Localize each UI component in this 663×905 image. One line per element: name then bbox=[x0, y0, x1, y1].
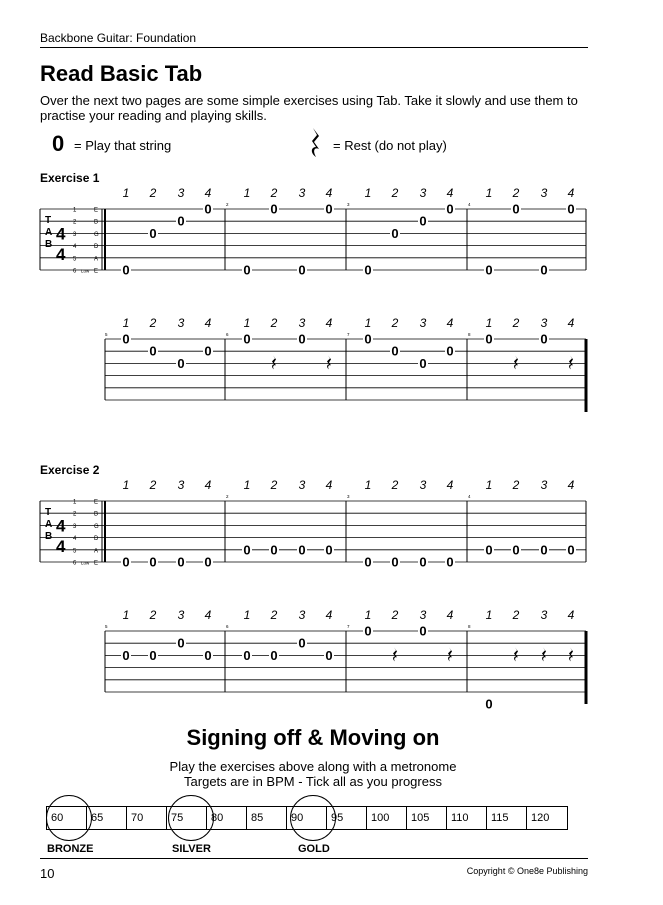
fret-number: 0 bbox=[270, 542, 278, 558]
bpm-target-cell[interactable]: 70 bbox=[127, 807, 167, 829]
legend-zero-symbol: 0 bbox=[52, 131, 65, 156]
beat-number: 2 bbox=[512, 186, 520, 200]
beat-number: 2 bbox=[149, 608, 157, 622]
fret-number: 0 bbox=[446, 554, 454, 570]
fret-number: 0 bbox=[512, 542, 520, 558]
beat-number: 1 bbox=[243, 478, 251, 492]
fret-number: 0 bbox=[122, 331, 130, 347]
string-name: D bbox=[94, 536, 99, 543]
bar-number: 6 bbox=[226, 332, 229, 337]
tab-clef-letter: T bbox=[45, 215, 52, 227]
rest-symbol-icon bbox=[542, 647, 546, 661]
bpm-target-cell[interactable]: 120 bbox=[531, 812, 550, 824]
beat-number: 3 bbox=[419, 186, 427, 200]
fret-number: 0 bbox=[485, 331, 493, 347]
low-string-label: Low bbox=[81, 560, 90, 566]
bar-number: 2 bbox=[226, 494, 229, 499]
beat-number: 1 bbox=[485, 186, 493, 200]
low-string-label: Low bbox=[81, 268, 90, 274]
fret-number: 0 bbox=[122, 554, 130, 570]
fret-number: 0 bbox=[298, 331, 306, 347]
string-number: 3 bbox=[73, 231, 77, 238]
rest-symbol-icon bbox=[327, 355, 331, 369]
signoff-line-2: Targets are in BPM - Tick all as you progress bbox=[184, 774, 442, 789]
beat-number: 3 bbox=[540, 186, 548, 200]
fret-number: 0 bbox=[485, 542, 493, 558]
gold-target-circle bbox=[290, 795, 336, 841]
beat-number: 2 bbox=[149, 186, 157, 200]
fret-number: 0 bbox=[325, 201, 333, 217]
beat-number: 1 bbox=[122, 608, 130, 622]
beat-number: 2 bbox=[270, 186, 278, 200]
tab-clef-letter: A bbox=[45, 227, 53, 239]
fret-number: 0 bbox=[243, 331, 251, 347]
beat-number: 2 bbox=[270, 608, 278, 622]
beat-number: 2 bbox=[391, 316, 399, 330]
beat-number: 1 bbox=[364, 608, 372, 622]
fret-number: 0 bbox=[419, 554, 427, 570]
beat-number: 4 bbox=[446, 316, 454, 330]
beat-number: 3 bbox=[419, 478, 427, 492]
beat-number: 2 bbox=[149, 316, 157, 330]
time-signature-top: 4 bbox=[56, 224, 66, 244]
beat-number: 2 bbox=[391, 608, 399, 622]
bar-number: 7 bbox=[347, 332, 350, 337]
beat-number: 4 bbox=[204, 186, 212, 200]
bar-number: 5 bbox=[105, 332, 108, 337]
fret-number: 0 bbox=[567, 201, 575, 217]
beat-number: 4 bbox=[325, 186, 333, 200]
beat-number: 3 bbox=[419, 316, 427, 330]
beat-number: 3 bbox=[298, 316, 306, 330]
beat-number: 4 bbox=[204, 478, 212, 492]
string-name: A bbox=[94, 256, 99, 263]
quarter-rest-icon bbox=[308, 127, 324, 163]
bronze-target-circle bbox=[46, 795, 92, 841]
bar-number: 3 bbox=[347, 202, 350, 207]
fret-number: 0 bbox=[122, 647, 130, 663]
bpm-target-cell[interactable]: 100 bbox=[367, 807, 407, 829]
string-number: 4 bbox=[73, 536, 77, 543]
beat-number: 1 bbox=[364, 478, 372, 492]
string-number: 3 bbox=[73, 523, 77, 530]
silver-target-circle bbox=[168, 795, 214, 841]
ex2-line1-tab-staff bbox=[35, 477, 595, 572]
fret-number: 0 bbox=[149, 225, 157, 241]
beat-number: 4 bbox=[446, 608, 454, 622]
fret-number: 0 bbox=[364, 623, 372, 639]
beat-number: 1 bbox=[364, 316, 372, 330]
beat-number: 3 bbox=[298, 478, 306, 492]
bar-number: 3 bbox=[347, 494, 350, 499]
beat-number: 4 bbox=[446, 186, 454, 200]
string-number: 6 bbox=[73, 560, 77, 567]
time-signature-bottom: 4 bbox=[56, 536, 66, 556]
beat-number: 4 bbox=[567, 608, 575, 622]
string-number: 5 bbox=[73, 548, 77, 555]
fret-number: 0 bbox=[270, 201, 278, 217]
string-number: 1 bbox=[73, 499, 77, 506]
string-name: A bbox=[94, 548, 99, 555]
fret-number: 0 bbox=[485, 696, 493, 712]
bpm-target-cell[interactable]: 75 bbox=[167, 807, 207, 829]
fret-number: 0 bbox=[540, 262, 548, 278]
bronze-label: BRONZE bbox=[47, 843, 94, 855]
bpm-target-cell[interactable]: 105 bbox=[407, 807, 447, 829]
beat-number: 1 bbox=[243, 608, 251, 622]
fret-number: 0 bbox=[446, 343, 454, 359]
beat-number: 3 bbox=[298, 608, 306, 622]
beat-number: 4 bbox=[325, 316, 333, 330]
fret-number: 0 bbox=[243, 262, 251, 278]
beat-number: 1 bbox=[122, 478, 130, 492]
beat-number: 4 bbox=[325, 608, 333, 622]
fret-number: 0 bbox=[419, 355, 427, 371]
bar-number: 6 bbox=[226, 624, 229, 629]
string-number: 2 bbox=[73, 511, 77, 518]
rest-symbol-icon bbox=[272, 355, 276, 369]
beat-number: 2 bbox=[270, 478, 278, 492]
bpm-target-cell[interactable]: 115 bbox=[487, 807, 527, 829]
fret-number: 0 bbox=[177, 355, 185, 371]
fret-number: 0 bbox=[540, 331, 548, 347]
ex1-line1-tab-staff bbox=[35, 185, 595, 280]
string-number: 2 bbox=[73, 219, 77, 226]
gold-label: GOLD bbox=[298, 843, 330, 855]
fret-number: 0 bbox=[122, 262, 130, 278]
section-intro: Over the next two pages are some simple exercises using Tab. Take it slowly and use them to practise your reading and playing skills. bbox=[40, 93, 578, 123]
beat-number: 2 bbox=[391, 478, 399, 492]
fret-number: 0 bbox=[243, 542, 251, 558]
beat-number: 2 bbox=[270, 316, 278, 330]
fret-number: 0 bbox=[364, 331, 372, 347]
beat-number: 2 bbox=[391, 186, 399, 200]
beat-number: 1 bbox=[364, 186, 372, 200]
bpm-target-cell[interactable]: 95 bbox=[327, 807, 367, 829]
beat-number: 3 bbox=[540, 478, 548, 492]
tab-clef-letter: T bbox=[45, 507, 52, 519]
string-name: E bbox=[94, 560, 99, 567]
fret-number: 0 bbox=[149, 647, 157, 663]
signoff-title: Signing off & Moving on bbox=[186, 725, 440, 750]
fret-number: 0 bbox=[512, 201, 520, 217]
copyright: Copyright © One8e Publishing bbox=[466, 866, 588, 876]
beat-number: 3 bbox=[177, 186, 185, 200]
fret-number: 0 bbox=[204, 554, 212, 570]
fret-number: 0 bbox=[243, 647, 251, 663]
beat-number: 2 bbox=[512, 608, 520, 622]
beat-number: 3 bbox=[540, 608, 548, 622]
beat-number: 1 bbox=[243, 186, 251, 200]
string-name: G bbox=[94, 231, 99, 238]
beat-number: 4 bbox=[204, 316, 212, 330]
beat-number: 1 bbox=[485, 608, 493, 622]
bpm-target-cell[interactable]: 110 bbox=[447, 807, 487, 829]
beat-number: 4 bbox=[204, 608, 212, 622]
string-name: E bbox=[94, 268, 99, 275]
fret-number: 0 bbox=[298, 262, 306, 278]
beat-number: 4 bbox=[325, 478, 333, 492]
beat-number: 4 bbox=[446, 478, 454, 492]
tab-clef-letter: B bbox=[45, 531, 53, 543]
page-number: 10 bbox=[40, 866, 55, 881]
beat-number: 3 bbox=[419, 608, 427, 622]
bar-number: 5 bbox=[105, 624, 108, 629]
beat-number: 3 bbox=[540, 316, 548, 330]
bar-number: 4 bbox=[468, 494, 471, 499]
beat-number: 1 bbox=[243, 316, 251, 330]
ex2-line2-tab-staff bbox=[35, 607, 595, 712]
rest-symbol-icon bbox=[569, 647, 573, 661]
footer-rule bbox=[40, 858, 588, 859]
beat-number: 2 bbox=[149, 478, 157, 492]
fret-number: 0 bbox=[567, 542, 575, 558]
beat-number: 1 bbox=[122, 186, 130, 200]
beat-number: 2 bbox=[512, 316, 520, 330]
beat-number: 1 bbox=[122, 316, 130, 330]
fret-number: 0 bbox=[149, 343, 157, 359]
fret-number: 0 bbox=[391, 225, 399, 241]
rest-symbol-icon bbox=[514, 647, 518, 661]
string-name: E bbox=[94, 499, 99, 506]
fret-number: 0 bbox=[540, 542, 548, 558]
legend-play-text: = Play that string bbox=[74, 138, 172, 153]
fret-number: 0 bbox=[485, 262, 493, 278]
string-name: B bbox=[94, 511, 99, 518]
legend-rest-text: = Rest (do not play) bbox=[333, 138, 447, 153]
beat-number: 3 bbox=[177, 316, 185, 330]
rest-symbol-icon bbox=[393, 647, 397, 661]
string-name: D bbox=[94, 244, 99, 251]
rest-symbol-icon bbox=[514, 355, 518, 369]
fret-number: 0 bbox=[270, 647, 278, 663]
beat-number: 2 bbox=[512, 478, 520, 492]
fret-number: 0 bbox=[298, 542, 306, 558]
beat-number: 3 bbox=[177, 608, 185, 622]
string-name: B bbox=[94, 219, 99, 226]
tab-clef-letter: A bbox=[45, 519, 53, 531]
time-signature-top: 4 bbox=[56, 516, 66, 536]
bar-number: 2 bbox=[226, 202, 229, 207]
string-name: G bbox=[94, 523, 99, 530]
rest-symbol-icon bbox=[569, 355, 573, 369]
fret-number: 0 bbox=[177, 635, 185, 651]
beat-number: 4 bbox=[567, 478, 575, 492]
bar-number: 8 bbox=[468, 624, 471, 629]
time-signature-bottom: 4 bbox=[56, 244, 66, 264]
fret-number: 0 bbox=[204, 647, 212, 663]
bpm-target-cell[interactable]: 90 bbox=[287, 807, 327, 829]
fret-number: 0 bbox=[391, 554, 399, 570]
rest-symbol-icon bbox=[448, 647, 452, 661]
signoff-line-1: Play the exercises above along with a metronome bbox=[169, 759, 457, 774]
beat-number: 4 bbox=[567, 316, 575, 330]
bar-number: 4 bbox=[468, 202, 471, 207]
bar-number: 7 bbox=[347, 624, 350, 629]
fret-number: 0 bbox=[298, 635, 306, 651]
fret-number: 0 bbox=[177, 213, 185, 229]
beat-number: 3 bbox=[177, 478, 185, 492]
beat-number: 1 bbox=[485, 478, 493, 492]
tab-clef-letter: B bbox=[45, 239, 53, 251]
string-name: E bbox=[94, 207, 99, 214]
bpm-target-cell[interactable]: 65 bbox=[87, 807, 127, 829]
string-number: 6 bbox=[73, 268, 77, 275]
bar-number: 8 bbox=[468, 332, 471, 337]
fret-number: 0 bbox=[364, 554, 372, 570]
fret-number: 0 bbox=[446, 201, 454, 217]
fret-number: 0 bbox=[419, 213, 427, 229]
exercise-1-label: Exercise 1 bbox=[40, 171, 100, 185]
fret-number: 0 bbox=[419, 623, 427, 639]
beat-number: 4 bbox=[567, 186, 575, 200]
fret-number: 0 bbox=[204, 343, 212, 359]
exercise-2-label: Exercise 2 bbox=[40, 463, 100, 477]
beat-number: 3 bbox=[298, 186, 306, 200]
bpm-target-cell[interactable]: 60 bbox=[47, 807, 87, 829]
fret-number: 0 bbox=[177, 554, 185, 570]
fret-number: 0 bbox=[149, 554, 157, 570]
string-number: 4 bbox=[73, 244, 77, 251]
fret-number: 0 bbox=[325, 542, 333, 558]
fret-number: 0 bbox=[204, 201, 212, 217]
book-title-header: Backbone Guitar: Foundation bbox=[40, 31, 197, 45]
fret-number: 0 bbox=[391, 343, 399, 359]
section-title: Read Basic Tab bbox=[40, 61, 203, 86]
string-number: 1 bbox=[73, 207, 77, 214]
ex1-line2-tab-staff bbox=[35, 315, 595, 410]
string-number: 5 bbox=[73, 256, 77, 263]
header-rule bbox=[40, 47, 588, 48]
fret-number: 0 bbox=[325, 647, 333, 663]
fret-number: 0 bbox=[364, 262, 372, 278]
silver-label: SILVER bbox=[172, 843, 211, 855]
bpm-target-cell[interactable]: 80 bbox=[207, 807, 247, 829]
bpm-target-cell[interactable]: 85 bbox=[247, 807, 287, 829]
beat-number: 1 bbox=[485, 316, 493, 330]
